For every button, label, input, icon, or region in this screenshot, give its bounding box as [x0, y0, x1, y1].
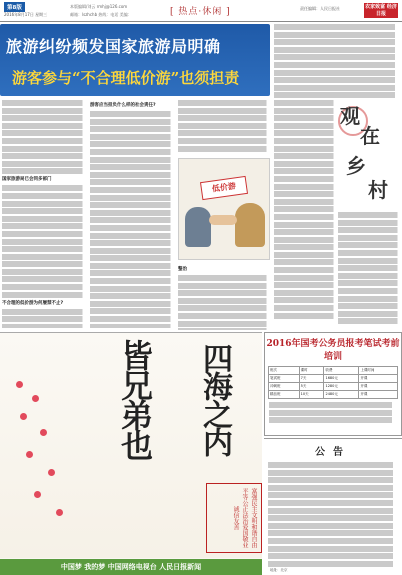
table-cell: 2480元: [324, 391, 359, 399]
table-header-cell: 课时: [299, 367, 324, 375]
table-cell: 开课: [359, 391, 398, 399]
headline-main: 旅游纠纷频发国家旅游局明确: [6, 37, 221, 56]
newspaper-logo: 农家致富 经济日报: [365, 4, 397, 17]
page-header: [0, 0, 402, 22]
article-column-1: [2, 100, 86, 328]
exam-title: 2016年国考公务员报考笔试考前培训: [266, 339, 400, 362]
exam-training-ad: [264, 332, 402, 436]
subhead-2: 不合理的低价游为何屡禁不止?: [2, 300, 64, 306]
exam-schedule-table: [268, 366, 398, 399]
feature-char-1: 观: [340, 104, 360, 128]
cartoon-figure-left: [185, 207, 211, 247]
table-row: [269, 383, 398, 391]
table-header-cell: 收费: [324, 367, 359, 375]
notice-section: [264, 438, 402, 575]
feature-title: [338, 100, 398, 210]
cartoon-illustration: [178, 158, 270, 260]
core-values-seal: 富强民主文明和谐自由平等公正法治爱国敬业诚信友善: [206, 483, 262, 553]
cartoon-handshake: [209, 215, 237, 225]
issue-date: 2016年8月17日 星期三: [4, 12, 48, 17]
issue-number: 第8版: [4, 2, 25, 12]
feature-column-right: [338, 212, 400, 330]
table-cell: 精品班: [269, 391, 300, 399]
ad-artwork: [0, 333, 262, 558]
public-service-ad: [0, 332, 262, 575]
table-header-cell: 上课时间: [359, 367, 398, 375]
headline-sub: 游客参与“不合理低价游”也须担责: [12, 69, 240, 87]
table-cell: 开课: [359, 383, 398, 391]
page-footer: 地址：北京: [270, 568, 288, 572]
article-column-3-bottom: [178, 264, 270, 330]
article-column-2: [90, 100, 174, 328]
table-row: [269, 375, 398, 383]
article-column-3-top: [178, 100, 270, 156]
feature-column-left: [274, 100, 336, 330]
subhead-1: 国家旅游局已会同多部门: [2, 177, 52, 183]
section-title: [ 热点·休闲 ]: [170, 7, 231, 17]
headline-banner: [0, 24, 270, 96]
cartoon-sign: 低价游: [200, 176, 248, 200]
calligraphy-brothers: 皆兄弟也: [116, 339, 154, 459]
feature-char-3: 乡: [346, 154, 366, 178]
table-cell: 7天: [299, 375, 324, 383]
feature-char-2: 在: [360, 124, 380, 148]
table-cell: 笔试班: [269, 375, 300, 383]
subhead-3: 游客应当担负什么样的社会责任?: [90, 103, 156, 108]
table-header-cell: 班次: [269, 367, 300, 375]
table-cell: 1280元: [324, 383, 359, 391]
table-row: [269, 391, 398, 399]
editor-credit: 责任编辑：人民日报社: [300, 6, 340, 11]
feature-char-4: 村: [368, 178, 388, 202]
editor-line: 本版编辑/刘云 rmhj@126.com: [70, 4, 128, 9]
notice-title: 公告: [315, 447, 351, 458]
table-row: [269, 367, 398, 375]
calligraphy-four-seas: 四海之内: [197, 343, 232, 455]
table-cell: 开课: [359, 375, 398, 383]
ad-footer: 中国梦 我的梦 中国网络电视台 人民日报新闻: [0, 559, 262, 575]
contact-line: 邮箱：lszhchb 热线：电话 美编：: [70, 12, 132, 17]
plum-blossom-branch-icon: [6, 373, 76, 523]
table-cell: 10天: [299, 391, 324, 399]
feature-column-top: [274, 24, 400, 98]
table-cell: 5天: [299, 383, 324, 391]
cartoon-figure-right: [235, 203, 265, 247]
table-cell: 冲刺班: [269, 383, 300, 391]
table-cell: 1680元: [324, 375, 359, 383]
subhead-4: 整治: [178, 267, 187, 272]
